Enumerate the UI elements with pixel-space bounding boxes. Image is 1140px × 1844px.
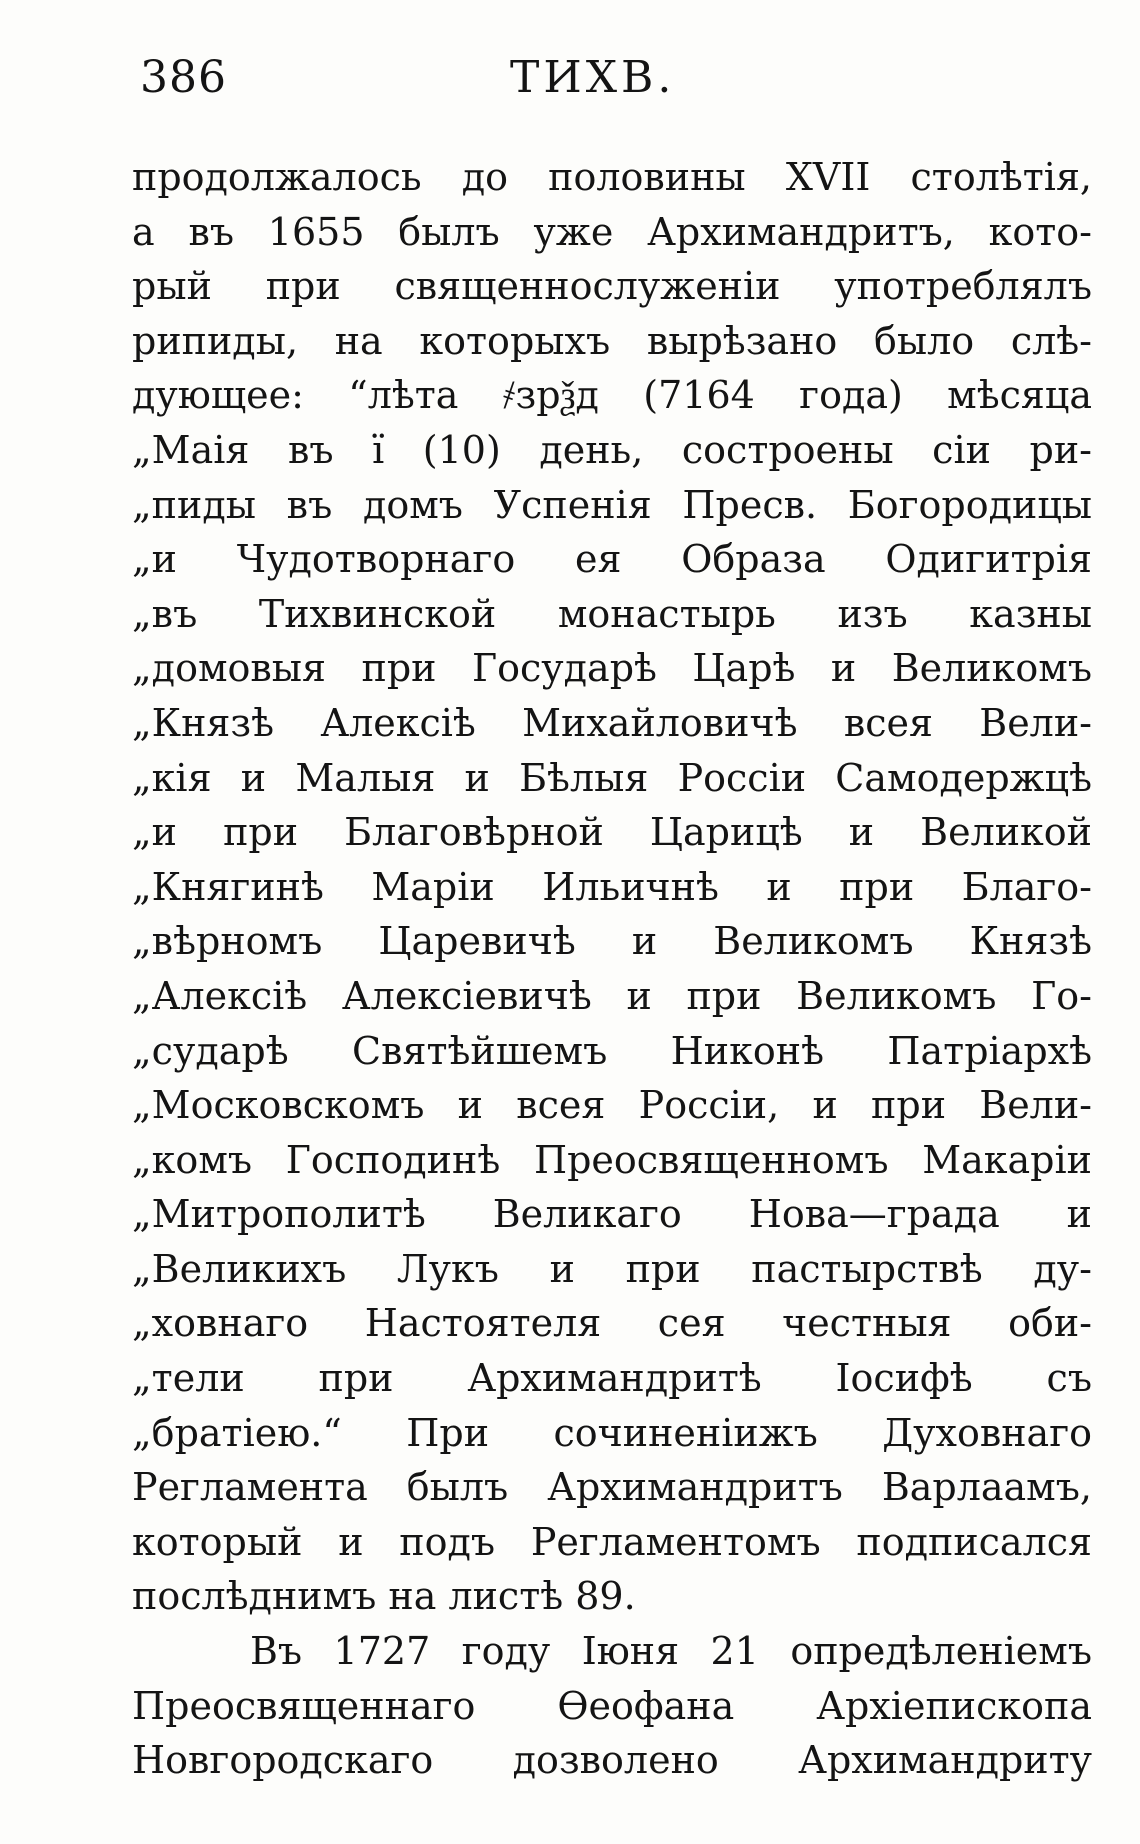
text-line: „въ Тихвинской монастырь изъ казны [132,591,1092,636]
text-line: „сударѣ Святѣйшемъ Никонѣ Патріархѣ [132,1028,1092,1073]
text-line: „и Чудотворнаго ея Образа Одигитрія [132,537,1092,582]
page-number: 386 [140,52,227,103]
body-text [132,150,1092,1788]
text-line: послѣднимъ на листѣ 89. [132,1574,636,1619]
text-line: „кія и Малыя и Бѣлыя Россіи Самодержцѣ [132,755,1092,800]
running-head: ТИХВ. [510,52,676,103]
text-line: „Князѣ Алексіѣ Михайловичѣ всея Вели- [132,700,1092,745]
text-line: „Алексіѣ Алексіевичѣ и при Великомъ Го- [132,973,1092,1018]
text-line: „Маія въ ї (10) день, состроены сіи ри- [132,427,1092,472]
text-line: продолжалось до половины XVII столѣтія, [132,155,1092,199]
page-header [140,52,1020,112]
text-line: рипиды, на которыхъ вырѣзано было слѣ- [132,318,1092,363]
text-line: „домовыя при Государѣ Царѣ и Великомъ [132,646,1092,691]
text-line: дующее: “лѣта ҂зрѯд (7164 года) мѣсяца [132,373,1092,418]
text-line: „пиды въ домъ Успенія Пресв. Богородицы [132,482,1092,527]
text-line: Преосвященнаго Ѳеофана Архіепископа [132,1683,1092,1728]
text-line: „и при Благовѣрной Царицѣ и Великой [132,810,1092,855]
text-line: „ховнаго Настоятеля сея честныя оби- [132,1301,1092,1346]
text-line: „Московскомъ и всея Россіи, и при Вели- [132,1083,1092,1128]
text-line: „Великихъ Лукъ и при пастырствѣ ду- [132,1246,1092,1291]
text-line: „Митрополитѣ Великаго Нова—града и [132,1192,1092,1237]
text-line: „вѣрномъ Царевичѣ и Великомъ Князѣ [132,919,1092,964]
text-line: „тели при Архимандритѣ Іосифѣ съ [132,1356,1092,1401]
text-line: Новгородскаго дозволено Архимандриту [132,1738,1092,1783]
text-line: „Княгинѣ Маріи Ильичнѣ и при Благо- [132,864,1092,909]
text-line: Регламента былъ Архимандритъ Варлаамъ, [132,1465,1092,1510]
text-line: „комъ Господинѣ Преосвященномъ Макаріи [132,1137,1092,1182]
text-line: Въ 1727 году Іюня 21 опредѣленіемъ [250,1629,1092,1674]
text-line: который и подъ Регламентомъ подписался [132,1519,1092,1564]
text-line: а въ 1655 былъ уже Архимандритъ, кото- [132,209,1092,254]
text-line: „братіею.“ При сочиненіижъ Духовнаго [132,1410,1092,1455]
text-line: рый при священнослуженіи употреблялъ [132,264,1092,309]
